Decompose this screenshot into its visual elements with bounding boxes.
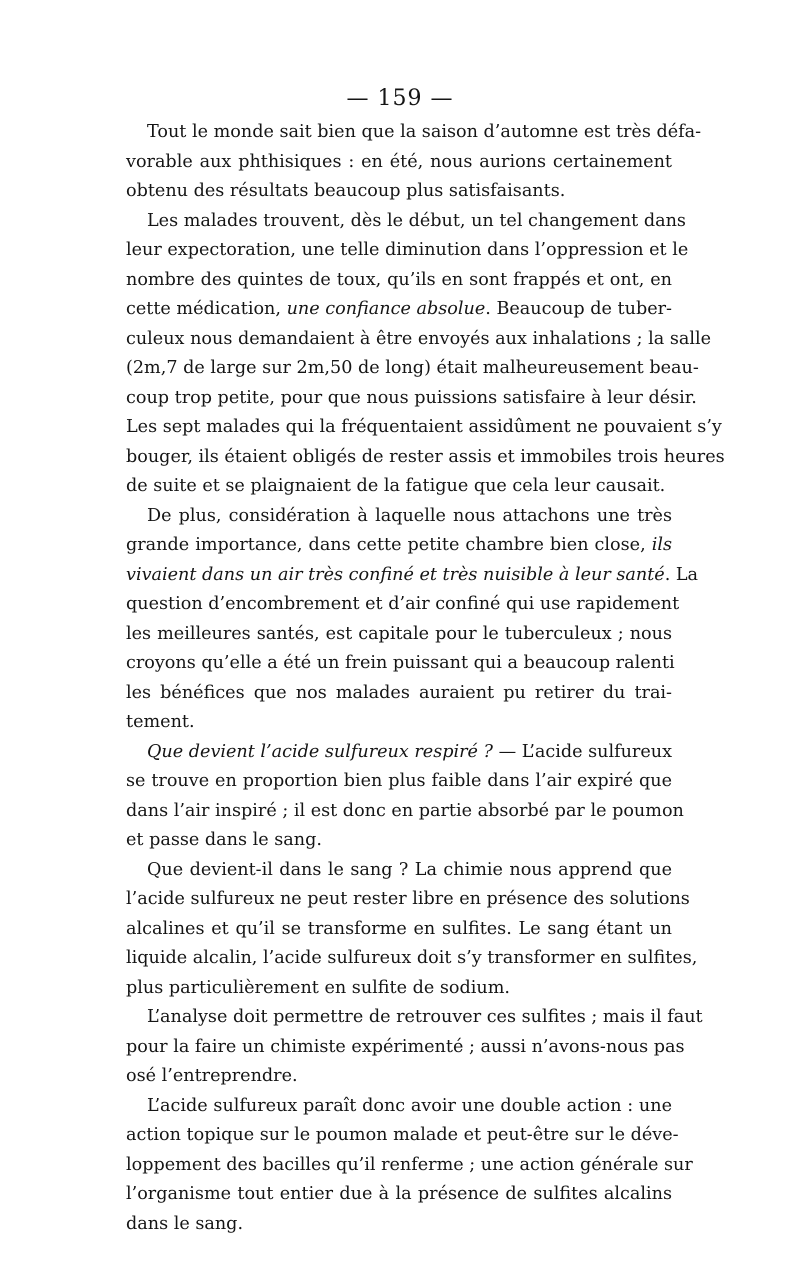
italic-text: une confiance absolue (286, 299, 486, 319)
paragraph (126, 1003, 703, 1092)
text-line (126, 738, 672, 768)
text-segment: se trouve en proportion bien plus faible dans l’air expiré que (126, 771, 672, 791)
text-segment: coup trop petite, pour que nous puissions satisfaire à leur désir. (126, 387, 697, 408)
text-segment: De plus, considération à laquelle nous attachons une très (147, 505, 672, 526)
text-segment: tement. (126, 712, 195, 732)
text-line (126, 1062, 672, 1092)
paragraph (126, 1092, 693, 1240)
text-segment: vorable aux phthisiques : en été, nous aurions certainement (126, 151, 672, 172)
text-line (126, 1180, 672, 1210)
text-line (126, 118, 702, 148)
text-segment: alcalines et qu’il se transforme en sulfites. Le sang étant un (126, 918, 672, 939)
text-line (126, 708, 672, 738)
text-line (126, 1121, 679, 1151)
text-line (126, 561, 699, 591)
text-segment: leur expectoration, une telle diminution dans l’oppression et le (126, 240, 689, 260)
paragraph (126, 207, 725, 502)
text-segment: Tout le monde sait bien que la saison d’automne est très défa- (147, 122, 702, 142)
text-segment: les bénéfices que nos malades auraient pu retirer du trai- (126, 682, 672, 703)
text-segment: bouger, ils étaient obligés de rester assis et immobiles trois heures (126, 446, 725, 467)
text-segment: . Beaucoup de tuber- (485, 299, 672, 319)
text-line (126, 443, 725, 473)
text-line (126, 354, 699, 384)
text-line (126, 295, 672, 325)
text-segment: cette médication, (126, 299, 287, 319)
text-segment: dans le sang. (126, 1213, 244, 1234)
italic-text: ils (651, 535, 672, 555)
paragraph (126, 856, 698, 1004)
text-line (126, 885, 690, 915)
text-segment: . La (664, 564, 699, 585)
text-line (126, 826, 672, 856)
text-line (126, 1210, 672, 1240)
text-segment: nombre des quintes de toux, qu’ils en sont frappés et ont, en (126, 269, 672, 290)
text-line (126, 325, 712, 355)
body-text (126, 118, 725, 1239)
text-line (126, 384, 697, 414)
text-segment: obtenu des résultats beaucoup plus satisfaisants. (126, 181, 566, 201)
text-line (126, 1003, 703, 1033)
text-line (126, 620, 672, 650)
text-segment: — L’acide sulfureux (493, 741, 673, 762)
text-segment: l’organisme tout entier due à la présence de sulfites alcalins (126, 1184, 672, 1204)
text-line (126, 207, 686, 237)
text-line (126, 649, 675, 679)
text-line (126, 767, 672, 797)
page-number: — 159 — (346, 86, 454, 111)
text-line (126, 177, 672, 207)
text-line (126, 679, 672, 709)
text-segment: et passe dans le sang. (126, 830, 322, 850)
text-segment: question d’encombrement et d’air confiné qui use rapidement (126, 594, 680, 614)
text-line (126, 590, 680, 620)
text-segment: L’analyse doit permettre de retrouver ces sulfites ; mais il faut (147, 1007, 703, 1027)
text-line (126, 148, 672, 178)
text-segment: culeux nous demandaient à être envoyés aux inhalations ; la salle (126, 328, 712, 349)
text-line (126, 266, 672, 296)
text-line (126, 915, 672, 945)
text-segment: liquide alcalin, l’acide sulfureux doit s’y transformer en sulfites, (126, 948, 698, 968)
text-line (126, 1092, 672, 1122)
text-segment: action topique sur le poumon malade et peut-être sur le déve- (126, 1125, 679, 1145)
text-segment: osé l’entreprendre. (126, 1066, 298, 1086)
text-segment: l’acide sulfureux ne peut rester libre en présence des solutions (126, 889, 690, 909)
text-segment: Les sept malades qui la fréquentaient assidûment ne pouvaient s’y (126, 417, 722, 437)
text-segment: croyons qu’elle a été un frein puissant qui a beaucoup ralenti (126, 653, 675, 673)
text-segment: les meilleures santés, est capitale pour le tuberculeux ; nous (126, 623, 672, 644)
paragraph (126, 738, 684, 856)
text-segment: loppement des bacilles qu’il renferme ; une action générale sur (126, 1154, 693, 1175)
text-segment: plus particulièrement en sulfite de sodium. (126, 977, 510, 998)
text-segment: pour la faire un chimiste expérimenté ; aussi n’avons-nous pas (126, 1036, 685, 1057)
text-segment: dans l’air inspiré ; il est donc en partie absorbé par le poumon (126, 800, 684, 821)
text-segment: Les malades trouvent, dès le début, un tel changement dans (147, 210, 686, 231)
italic-text: Que devient l’acide sulfureux respiré ? (147, 741, 493, 762)
text-segment: (2m,7 de large sur 2m,50 de long) était malheureusement beau- (126, 358, 699, 378)
text-segment: grande importance, dans cette petite chambre bien close, (126, 535, 652, 555)
text-line (126, 413, 722, 443)
text-line (126, 531, 672, 561)
text-line (126, 1151, 693, 1181)
text-line (126, 502, 672, 532)
text-segment: Que devient-il dans le sang ? La chimie nous apprend que (147, 859, 672, 880)
text-segment: de suite et se plaignaient de la fatigue que cela leur causait. (126, 476, 666, 496)
text-line (126, 1033, 685, 1063)
text-line (126, 974, 672, 1004)
text-line (126, 472, 672, 502)
paragraph (126, 118, 702, 207)
text-line (126, 944, 698, 974)
text-line (126, 856, 672, 886)
italic-text: vivaient dans un air très confiné et très nuisible à leur santé (126, 564, 665, 585)
text-segment: L’acide sulfureux paraît donc avoir une double action : une (147, 1095, 672, 1116)
paragraph (126, 502, 699, 738)
text-line (126, 236, 689, 266)
text-line (126, 797, 684, 827)
